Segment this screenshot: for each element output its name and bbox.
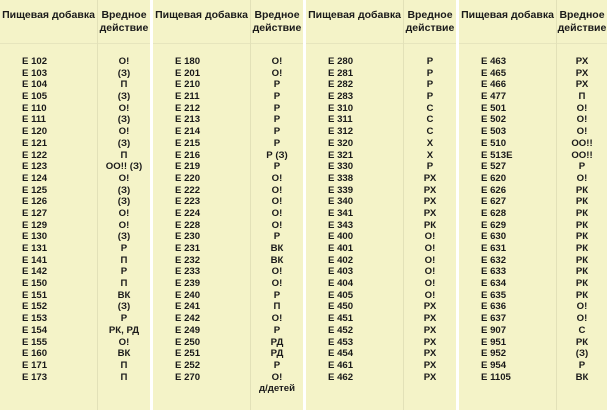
additive-code: E 131 — [22, 243, 48, 254]
effect-value: С — [426, 114, 434, 126]
effect-value: Х — [426, 137, 434, 149]
effect-value: РК — [575, 184, 589, 196]
additive-column — [153, 0, 251, 410]
effect-value: П — [120, 371, 128, 383]
additive-code: E 450 — [328, 301, 354, 313]
effect-value: С — [578, 324, 586, 336]
effect-value: ВК — [117, 289, 131, 301]
effect-value: Р — [273, 114, 281, 126]
effect-value: О! — [118, 126, 130, 138]
additive-code: E 110 — [22, 102, 47, 114]
effect-value: О! — [424, 254, 436, 266]
additive-code: E 400 — [328, 231, 354, 243]
effect-value: РК — [575, 254, 589, 266]
additive-header: Пищевая добавка — [459, 0, 556, 44]
effect-column — [404, 0, 459, 410]
additive-code: E 219 — [175, 161, 201, 173]
effect-value: П — [273, 301, 281, 313]
additive-code: E 461 — [328, 359, 354, 371]
additive-code: E 252 — [175, 359, 201, 371]
effect-value: ОО!! — [571, 137, 593, 149]
effect-value: П — [578, 91, 586, 103]
effect-value: РК — [575, 243, 589, 254]
effect-header — [251, 0, 303, 44]
additive-code: E 401 — [328, 243, 354, 254]
additive-code: E 216 — [175, 149, 201, 161]
effect-value: Р — [273, 289, 281, 301]
additive-code: E 126 — [22, 196, 48, 208]
additive-code: E 462 — [328, 371, 354, 383]
additive-code: E 454 — [328, 348, 354, 360]
effect-header-line1: Вредное — [559, 9, 605, 21]
additive-column — [0, 0, 98, 410]
effect-value: Р — [578, 161, 586, 173]
effect-value: П — [120, 359, 128, 371]
effect-value: РХ — [423, 207, 437, 219]
effect-header-line1: Вредное — [101, 9, 147, 21]
additive-code: E 451 — [328, 313, 354, 325]
additive-code: E 453 — [328, 336, 354, 348]
effect-value: Р — [426, 91, 434, 103]
additive-code: E 404 — [328, 278, 354, 290]
additive-list — [459, 44, 556, 383]
additive-code: E 212 — [175, 102, 201, 114]
effect-header-line2: действие — [557, 22, 607, 34]
additive-code: E 510 — [481, 137, 507, 149]
effect-value: О! — [118, 102, 130, 114]
effect-value: Р — [273, 359, 281, 371]
effect-value: О! — [424, 289, 436, 301]
effect-value: О! — [271, 56, 283, 67]
additive-code: E 527 — [481, 161, 507, 173]
additive-code: E 282 — [328, 79, 354, 91]
effect-value: Р — [273, 102, 281, 114]
column-group-1 — [0, 0, 153, 410]
additive-code: E 241 — [175, 301, 201, 313]
effect-value: Р — [426, 56, 434, 67]
effect-header — [404, 0, 456, 44]
additive-code: E 954 — [481, 359, 507, 371]
additive-code: E 249 — [175, 324, 201, 336]
effect-value: РХ — [423, 172, 437, 184]
effect-list — [557, 44, 607, 383]
effect-value: Х — [426, 149, 434, 161]
effect-value: О! — [576, 172, 588, 184]
additive-code: E 330 — [328, 161, 354, 173]
effect-value: РХ — [575, 56, 589, 67]
additive-code: E 122 — [22, 149, 48, 161]
effect-value: О! — [576, 102, 588, 114]
additive-code: E 233 — [175, 266, 201, 278]
effect-value: Р — [120, 313, 128, 325]
effect-value: Р — [273, 91, 281, 103]
effect-value: Р — [426, 79, 434, 91]
effect-value: П — [120, 278, 128, 290]
additive-code: E 952 — [481, 348, 507, 360]
effect-value: Р — [273, 324, 281, 336]
effect-column — [98, 0, 153, 410]
effect-value: О! — [118, 172, 130, 184]
effect-value: Р (З) — [266, 149, 288, 161]
additive-code: E 124 — [22, 172, 48, 184]
additive-code: E 631 — [481, 243, 507, 254]
additive-code: E 620 — [481, 172, 507, 184]
effect-value: (З) — [117, 67, 131, 79]
effect-value: О! — [424, 278, 436, 290]
additive-code: E 251 — [175, 348, 201, 360]
additive-code: E 310 — [328, 102, 354, 114]
effect-value: П — [120, 149, 128, 161]
additive-code: E 1105 — [481, 371, 511, 383]
effect-value: С — [426, 126, 434, 138]
column-group-3 — [306, 0, 459, 410]
additive-code: E 201 — [175, 67, 201, 79]
additive-code: E 312 — [328, 126, 354, 138]
additive-code: E 231 — [175, 243, 201, 254]
effect-header-line2: действие — [99, 22, 149, 34]
effect-value: РК — [575, 196, 589, 208]
additive-code: E 321 — [328, 149, 354, 161]
effect-value: (З) — [117, 114, 131, 126]
effect-value: (З) — [117, 91, 131, 103]
effect-value: О! — [118, 207, 130, 219]
effect-header-line2: действие — [252, 22, 302, 34]
additive-code: E 629 — [481, 219, 507, 231]
additive-code: E 403 — [328, 266, 354, 278]
additive-code: E 220 — [175, 172, 201, 184]
additive-code: E 465 — [481, 67, 507, 79]
effect-value: О! — [271, 67, 283, 79]
effect-value: Р — [426, 161, 434, 173]
effect-value: Р — [120, 266, 128, 278]
additive-code: E 635 — [481, 289, 507, 301]
effect-value: (З) — [117, 231, 131, 243]
effect-value: О! — [424, 243, 436, 254]
effect-value: Р — [273, 231, 281, 243]
additive-code: E 171 — [22, 359, 48, 371]
additive-header: Пищевая добавка — [0, 0, 97, 44]
additive-code: E 102 — [22, 56, 48, 67]
additive-code: E 405 — [328, 289, 354, 301]
column-group-2 — [153, 0, 306, 410]
additive-code: E 466 — [481, 79, 507, 91]
additive-code: E 239 — [175, 278, 201, 290]
additive-list — [153, 44, 250, 383]
additive-code: E 339 — [328, 184, 354, 196]
additive-code: E 634 — [481, 278, 507, 290]
additive-code: E 503 — [481, 126, 507, 138]
effect-value: РК — [575, 336, 589, 348]
additive-code: E 320 — [328, 137, 354, 149]
effect-value: О! — [271, 196, 283, 208]
additive-code: E 477 — [481, 91, 507, 103]
additive-code: E 211 — [175, 91, 200, 103]
additive-code: E 628 — [481, 207, 507, 219]
effect-value: РК — [423, 219, 437, 231]
additive-code: E 173 — [22, 371, 48, 383]
effect-header — [98, 0, 150, 44]
effect-value: О! — [118, 336, 130, 348]
additive-code: E 155 — [22, 336, 48, 348]
additive-code: E 338 — [328, 172, 354, 184]
additive-code: E 141 — [22, 254, 48, 266]
effect-value: О! — [576, 301, 588, 313]
effect-value: О! — [271, 172, 283, 184]
additive-code: E 250 — [175, 336, 201, 348]
effect-value: (З) — [117, 301, 131, 313]
effect-value: О! — [424, 231, 436, 243]
effect-value: О! — [118, 219, 130, 231]
effect-value: П — [120, 254, 128, 266]
additive-code: E 230 — [175, 231, 201, 243]
effect-value: О! — [271, 207, 283, 219]
additive-code: E 636 — [481, 301, 507, 313]
effect-value: РД — [270, 336, 284, 348]
effect-list — [251, 44, 303, 395]
additive-code: E 153 — [22, 313, 48, 325]
additive-code: E 343 — [328, 219, 354, 231]
additive-header: Пищевая добавка — [306, 0, 403, 44]
effect-list — [404, 44, 456, 383]
additive-code: E 242 — [175, 313, 201, 325]
effect-value: РК — [575, 289, 589, 301]
effect-value: (З) — [575, 348, 589, 360]
effect-value: О! — [576, 114, 588, 126]
additive-code: E 502 — [481, 114, 507, 126]
additive-code: E 341 — [328, 207, 354, 219]
additive-code: E 125 — [22, 184, 48, 196]
additive-code: E 142 — [22, 266, 48, 278]
additive-code: E 222 — [175, 184, 201, 196]
effect-column — [251, 0, 306, 410]
additive-code: E 311 — [328, 114, 353, 126]
effect-value: РД — [270, 348, 284, 360]
additive-code: E 452 — [328, 324, 354, 336]
additive-code: E 123 — [22, 161, 48, 173]
effect-value: РХ — [423, 359, 437, 371]
effect-value: О! — [424, 266, 436, 278]
additive-code: E 127 — [22, 207, 48, 219]
additive-code: E 151 — [22, 289, 48, 301]
effect-value: Р — [273, 161, 281, 173]
additive-code: E 214 — [175, 126, 201, 138]
additive-code: E 103 — [22, 67, 48, 79]
effect-header — [557, 0, 607, 44]
additive-code: E 951 — [481, 336, 507, 348]
additive-code: E 632 — [481, 254, 507, 266]
effect-value: РХ — [423, 301, 437, 313]
effect-column — [557, 0, 607, 410]
additive-column — [459, 0, 557, 410]
additive-code: E 281 — [328, 67, 354, 79]
effect-value: ВК — [270, 243, 284, 254]
effect-value: О! — [271, 219, 283, 231]
effect-value: О! — [271, 184, 283, 196]
additive-list — [306, 44, 403, 383]
additive-code: E 150 — [22, 278, 48, 290]
effect-value: РХ — [423, 324, 437, 336]
additive-code: E 637 — [481, 313, 507, 325]
additive-code: E 513E — [481, 149, 513, 161]
additive-code: E 280 — [328, 56, 354, 67]
additive-code: E 907 — [481, 324, 507, 336]
additive-code: E 130 — [22, 231, 48, 243]
effect-value: ОО!! (З) — [105, 161, 143, 173]
additive-code: E 111 — [22, 114, 47, 126]
additive-code: E 283 — [328, 91, 354, 103]
effect-value: РК — [575, 207, 589, 219]
effect-value: РК — [575, 266, 589, 278]
effect-value: Р — [273, 137, 281, 149]
additive-code: E 213 — [175, 114, 201, 126]
additive-code: E 270 — [175, 371, 201, 383]
additive-code: E 627 — [481, 196, 507, 208]
additive-code: E 626 — [481, 184, 507, 196]
effect-value: О! — [576, 313, 588, 325]
additive-code: E 402 — [328, 254, 354, 266]
additive-code: E 121 — [22, 137, 48, 149]
effect-value: РХ — [423, 371, 437, 383]
additive-code: E 224 — [175, 207, 201, 219]
additive-code: E 630 — [481, 231, 507, 243]
additive-code: E 180 — [175, 56, 201, 67]
additive-code: E 223 — [175, 196, 201, 208]
additive-code: E 228 — [175, 219, 201, 231]
effect-value: РК — [575, 231, 589, 243]
effect-value: Р — [120, 243, 128, 254]
additive-code: E 215 — [175, 137, 201, 149]
effect-value: О! — [118, 56, 130, 67]
effect-value: РХ — [423, 196, 437, 208]
additive-code: E 120 — [22, 126, 48, 138]
effect-value: О! — [271, 278, 283, 290]
effect-value: Р — [578, 359, 586, 371]
effect-header-line2: действие — [405, 22, 455, 34]
effect-value: О! — [271, 266, 283, 278]
effect-value: ВК — [270, 254, 284, 266]
column-group-4 — [459, 0, 607, 410]
effect-value: РК — [575, 219, 589, 231]
additive-code: E 105 — [22, 91, 48, 103]
effect-value: РХ — [423, 348, 437, 360]
effect-value: РК, РД — [108, 324, 140, 336]
effect-value: ВК — [575, 371, 589, 383]
effect-value: (З) — [117, 137, 131, 149]
additive-code: E 240 — [175, 289, 201, 301]
effect-value: Р — [273, 79, 281, 91]
effect-header-line1: Вредное — [254, 9, 300, 21]
effect-value: Р — [426, 67, 434, 79]
effect-value: РХ — [423, 184, 437, 196]
additive-code: E 160 — [22, 348, 48, 360]
additive-code: E 633 — [481, 266, 507, 278]
effect-value: Р — [273, 126, 281, 138]
additive-code: E 501 — [481, 102, 507, 114]
additive-code: E 210 — [175, 79, 201, 91]
additive-code: E 129 — [22, 219, 48, 231]
effect-list — [98, 44, 150, 383]
effect-value: ОО!! — [571, 149, 593, 161]
effect-value: РХ — [423, 336, 437, 348]
additive-code: E 154 — [22, 324, 48, 336]
effect-value: РК — [575, 278, 589, 290]
effect-value: ВК — [117, 348, 131, 360]
additive-code: E 232 — [175, 254, 201, 266]
additive-code: E 340 — [328, 196, 354, 208]
effect-value: П — [120, 79, 128, 91]
additive-code: E 152 — [22, 301, 48, 313]
effect-value: РХ — [575, 67, 589, 79]
effect-value: О! — [576, 126, 588, 138]
effect-header-line1: Вредное — [407, 9, 453, 21]
effect-value: О! — [271, 313, 283, 325]
additive-column — [306, 0, 404, 410]
effect-value: О! — [271, 371, 283, 383]
effect-value: С — [426, 102, 434, 114]
effect-value: (З) — [117, 184, 131, 196]
effect-value: РХ — [575, 79, 589, 91]
additive-code: E 104 — [22, 79, 48, 91]
effect-value: РХ — [423, 313, 437, 325]
additive-list — [0, 44, 97, 383]
additive-code: E 463 — [481, 56, 507, 67]
additive-header: Пищевая добавка — [153, 0, 250, 44]
effect-value: (З) — [117, 196, 131, 208]
effect-note: д/детей — [259, 383, 295, 395]
